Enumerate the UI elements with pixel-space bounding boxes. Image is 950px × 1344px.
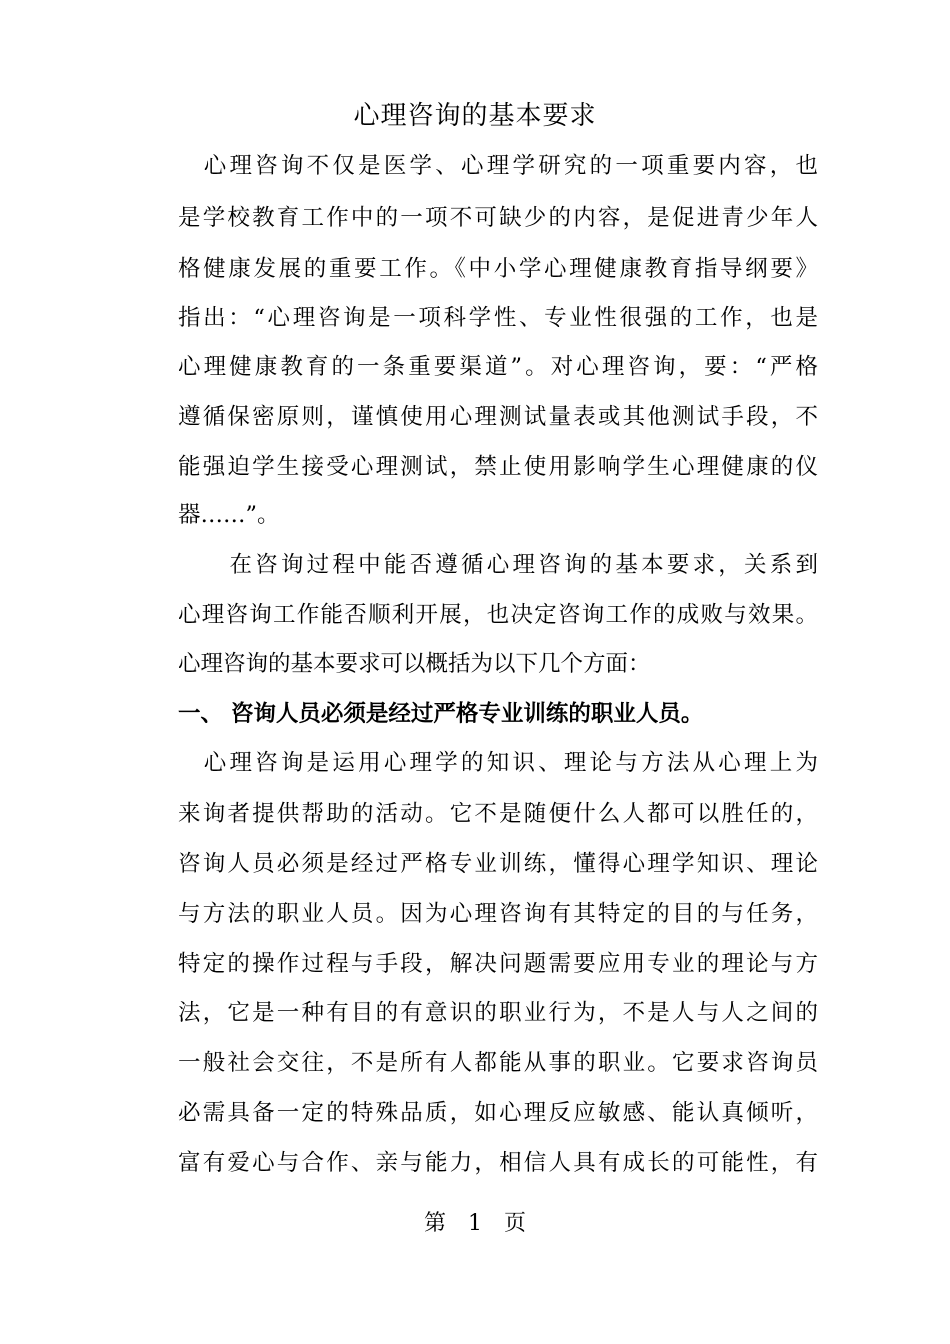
body-line: 心理健康教育的一条重要渠道”。对心理咨询，要：“严格 xyxy=(178,354,818,380)
document-title: 心理咨询的基本要求 xyxy=(353,101,597,131)
body-line: 器……”。 xyxy=(178,502,280,528)
body-line: 心理咨询工作能否顺利开展，也决定咨询工作的成败与效果。 xyxy=(178,602,818,628)
body-line: 心理咨询不仅是医学、心理学研究的一项重要内容，也 xyxy=(178,153,818,179)
body-line: 心理咨询是运用心理学的知识、理论与方法从心理上为 xyxy=(178,750,818,776)
body-line: 与方法的职业人员。因为心理咨询有其特定的目的与任务， xyxy=(178,901,818,927)
body-line: 法，它是一种有目的有意识的职业行为，不是人与人之间的 xyxy=(178,1000,818,1026)
body-line: 咨询人员必须是经过严格专业训练，懂得心理学知识、理论 xyxy=(178,851,818,877)
body-line: 必需具备一定的特殊品质，如心理反应敏感、能认真倾听， xyxy=(178,1100,818,1126)
body-line: 来询者提供帮助的活动。它不是随便什么人都可以胜任的， xyxy=(178,801,818,827)
page-number: 第 1 页 xyxy=(424,1211,526,1236)
body-line: 是学校教育工作中的一项不可缺少的内容，是促进青少年人 xyxy=(178,205,818,231)
body-line: 指出：“心理咨询是一项科学性、专业性很强的工作，也是 xyxy=(178,305,818,331)
body-line: 在咨询过程中能否遵循心理咨询的基本要求，关系到 xyxy=(178,552,818,578)
body-line: 心理咨询的基本要求可以概括为以下几个方面： xyxy=(178,651,651,677)
body-line: 特定的操作过程与手段，解决问题需要应用专业的理论与方 xyxy=(178,951,818,977)
body-line: 格健康发展的重要工作。《中小学心理健康教育指导纲要》 xyxy=(178,256,818,282)
body-line: 遵循保密原则，谨慎使用心理测试量表或其他测试手段，不 xyxy=(178,404,818,430)
body-line: 富有爱心与合作、亲与能力，相信人具有成长的可能性，有 xyxy=(178,1150,818,1176)
body-line: 能强迫学生接受心理测试，禁止使用影响学生心理健康的仪 xyxy=(178,454,818,480)
body-line: 一般社会交往，不是所有人都能从事的职业。它要求咨询员 xyxy=(178,1050,818,1076)
section-heading: 一、 咨询人员必须是经过严格专业训练的职业人员。 xyxy=(178,701,704,727)
